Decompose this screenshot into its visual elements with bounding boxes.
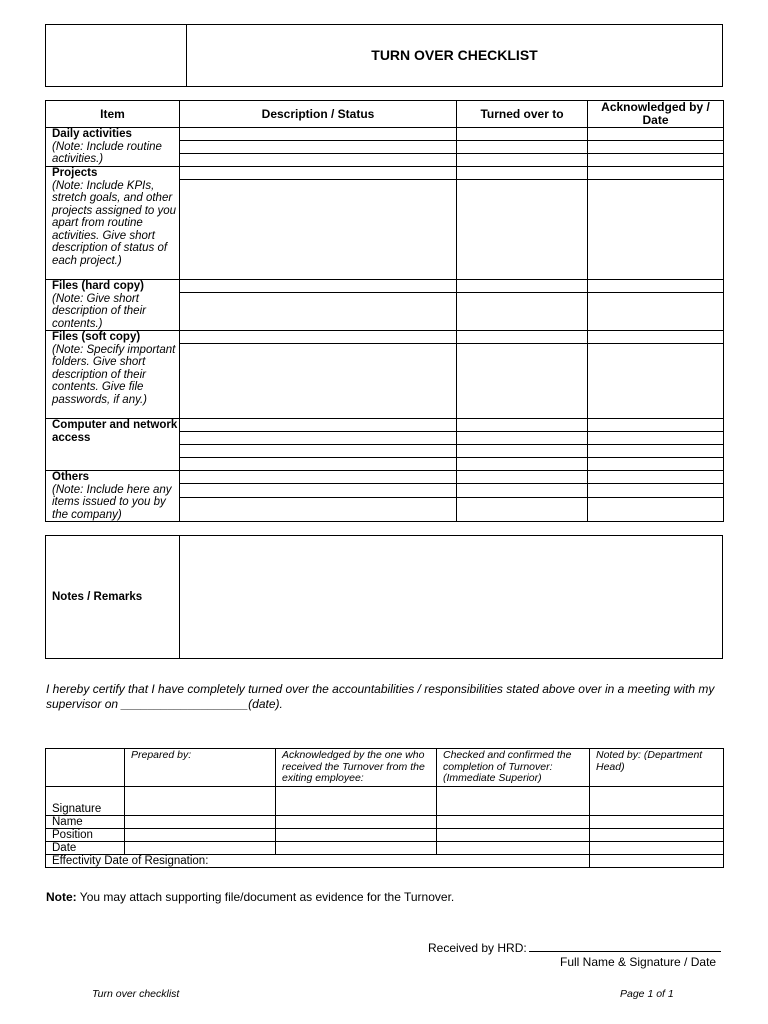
- table-row: [46, 471, 724, 484]
- header-acknowledged: Acknowledged by / Date: [588, 101, 724, 128]
- footer-page-number: Page 1 of 1: [620, 988, 674, 1000]
- table-row: [46, 280, 724, 293]
- signature-cell[interactable]: [276, 786, 437, 815]
- turned-over-cell[interactable]: [457, 331, 588, 344]
- turned-over-cell[interactable]: [457, 419, 588, 432]
- description-cell[interactable]: [180, 344, 457, 419]
- turned-over-cell[interactable]: [457, 180, 588, 280]
- hrd-received: [428, 940, 721, 955]
- footer-document-name: Turn over checklist: [92, 988, 180, 1000]
- description-cell[interactable]: [180, 458, 457, 471]
- signature-table: [45, 748, 724, 868]
- turned-over-cell[interactable]: [457, 497, 588, 522]
- note-label: Note:: [46, 890, 77, 904]
- acknowledged-cell[interactable]: [588, 344, 724, 419]
- date-row: [46, 841, 724, 854]
- acknowledged-cell[interactable]: [588, 471, 724, 484]
- column-prepared-by: Prepared by:: [125, 749, 276, 787]
- description-cell[interactable]: [180, 432, 457, 445]
- turned-over-cell[interactable]: [457, 458, 588, 471]
- acknowledged-cell[interactable]: [588, 180, 724, 280]
- description-cell[interactable]: [180, 484, 457, 497]
- effectivity-date-cell[interactable]: [590, 854, 724, 867]
- notes-table: [45, 535, 723, 659]
- title-box: [45, 24, 723, 87]
- turned-over-cell[interactable]: [457, 445, 588, 458]
- row-label-signature: Signature: [46, 786, 125, 815]
- item-computer-network: Computer and network access: [46, 419, 180, 471]
- notes-field[interactable]: [180, 536, 723, 659]
- acknowledged-cell[interactable]: [588, 458, 724, 471]
- description-cell[interactable]: [180, 471, 457, 484]
- signature-cell[interactable]: [437, 786, 590, 815]
- description-cell[interactable]: [180, 128, 457, 141]
- name-row: [46, 815, 724, 828]
- signature-cell[interactable]: [125, 786, 276, 815]
- item-others: Others (Note: Include here any items issued to you by the company): [46, 471, 180, 522]
- acknowledged-cell[interactable]: [588, 497, 724, 522]
- name-cell[interactable]: [437, 815, 590, 828]
- logo-cell: [46, 25, 187, 87]
- column-acknowledged-by: Acknowledged by the one who received the Turnover from the exiting employee:: [276, 749, 437, 787]
- item-projects: Projects (Note: Include KPIs, stretch goals, and other projects assigned to you apart from routine activities. Give short description of status of each project.): [46, 167, 180, 280]
- signature-corner-cell: [46, 749, 125, 787]
- table-row: [46, 128, 724, 141]
- turned-over-cell[interactable]: [457, 471, 588, 484]
- acknowledged-cell[interactable]: [588, 331, 724, 344]
- note-text: You may attach supporting file/document as evidence for the Turnover.: [76, 890, 455, 904]
- description-cell[interactable]: [180, 293, 457, 331]
- turned-over-cell[interactable]: [457, 167, 588, 180]
- turned-over-cell[interactable]: [457, 141, 588, 154]
- position-cell[interactable]: [590, 828, 724, 841]
- acknowledged-cell[interactable]: [588, 293, 724, 331]
- turned-over-cell[interactable]: [457, 484, 588, 497]
- name-cell[interactable]: [276, 815, 437, 828]
- row-label-position: Position: [46, 828, 125, 841]
- description-cell[interactable]: [180, 180, 457, 280]
- turned-over-cell[interactable]: [457, 293, 588, 331]
- turned-over-cell[interactable]: [457, 344, 588, 419]
- page-title: TURN OVER CHECKLIST: [371, 46, 538, 63]
- acknowledged-cell[interactable]: [588, 141, 724, 154]
- acknowledged-cell[interactable]: [588, 128, 724, 141]
- header-description: Description / Status: [180, 101, 457, 128]
- column-noted-by: Noted by: (Department Head): [590, 749, 724, 787]
- name-cell[interactable]: [125, 815, 276, 828]
- effectivity-row: [46, 854, 724, 867]
- date-cell[interactable]: [590, 841, 724, 854]
- turned-over-cell[interactable]: [457, 128, 588, 141]
- turned-over-cell[interactable]: [457, 154, 588, 167]
- position-cell[interactable]: [276, 828, 437, 841]
- date-cell[interactable]: [125, 841, 276, 854]
- date-cell[interactable]: [276, 841, 437, 854]
- position-cell[interactable]: [437, 828, 590, 841]
- header-item: Item: [46, 101, 180, 128]
- table-row: [46, 331, 724, 344]
- hrd-signature-line[interactable]: [529, 940, 721, 952]
- turned-over-cell[interactable]: [457, 280, 588, 293]
- description-cell[interactable]: [180, 419, 457, 432]
- certification-statement: I hereby certify that I have completely turned over the accountabilities / responsibilities stated above over in a meeting with my supervisor on ___________________(date).: [46, 682, 715, 711]
- acknowledged-cell[interactable]: [588, 432, 724, 445]
- signature-header-row: [46, 749, 724, 787]
- description-cell[interactable]: [180, 280, 457, 293]
- acknowledged-cell[interactable]: [588, 445, 724, 458]
- acknowledged-cell[interactable]: [588, 484, 724, 497]
- description-cell[interactable]: [180, 497, 457, 522]
- date-cell[interactable]: [437, 841, 590, 854]
- title-cell: [187, 25, 723, 87]
- position-cell[interactable]: [125, 828, 276, 841]
- description-cell[interactable]: [180, 331, 457, 344]
- description-cell[interactable]: [180, 167, 457, 180]
- signature-cell[interactable]: [590, 786, 724, 815]
- checklist-header-row: [46, 101, 724, 128]
- item-daily-activities: Daily activities (Note: Include routine activities.): [46, 128, 180, 167]
- hrd-sublabel: Full Name & Signature / Date: [560, 955, 717, 969]
- item-files-hard-copy: Files (hard copy) (Note: Give short description of their contents.): [46, 280, 180, 331]
- attachment-note: [46, 890, 454, 904]
- checklist-table: [45, 100, 724, 522]
- description-cell[interactable]: [180, 141, 457, 154]
- row-label-date: Date: [46, 841, 125, 854]
- description-cell[interactable]: [180, 154, 457, 167]
- acknowledged-cell[interactable]: [588, 154, 724, 167]
- header-turned-over: Turned over to: [457, 101, 588, 128]
- table-row: [46, 167, 724, 180]
- hrd-label: Received by HRD:: [428, 941, 527, 955]
- notes-label: Notes / Remarks: [46, 536, 180, 659]
- position-row: [46, 828, 724, 841]
- description-cell[interactable]: [180, 445, 457, 458]
- row-label-name: Name: [46, 815, 125, 828]
- name-cell[interactable]: [590, 815, 724, 828]
- acknowledged-cell[interactable]: [588, 167, 724, 180]
- item-files-soft-copy: Files (soft copy) (Note: Specify important folders. Give short description of their contents. Give file passwords, if any.): [46, 331, 180, 419]
- column-checked-by: Checked and confirmed the completion of Turnover: (Immediate Superior): [437, 749, 590, 787]
- effectivity-date-label: Effectivity Date of Resignation:: [46, 854, 590, 867]
- signature-row: [46, 786, 724, 815]
- acknowledged-cell[interactable]: [588, 280, 724, 293]
- acknowledged-cell[interactable]: [588, 419, 724, 432]
- turned-over-cell[interactable]: [457, 432, 588, 445]
- table-row: [46, 419, 724, 432]
